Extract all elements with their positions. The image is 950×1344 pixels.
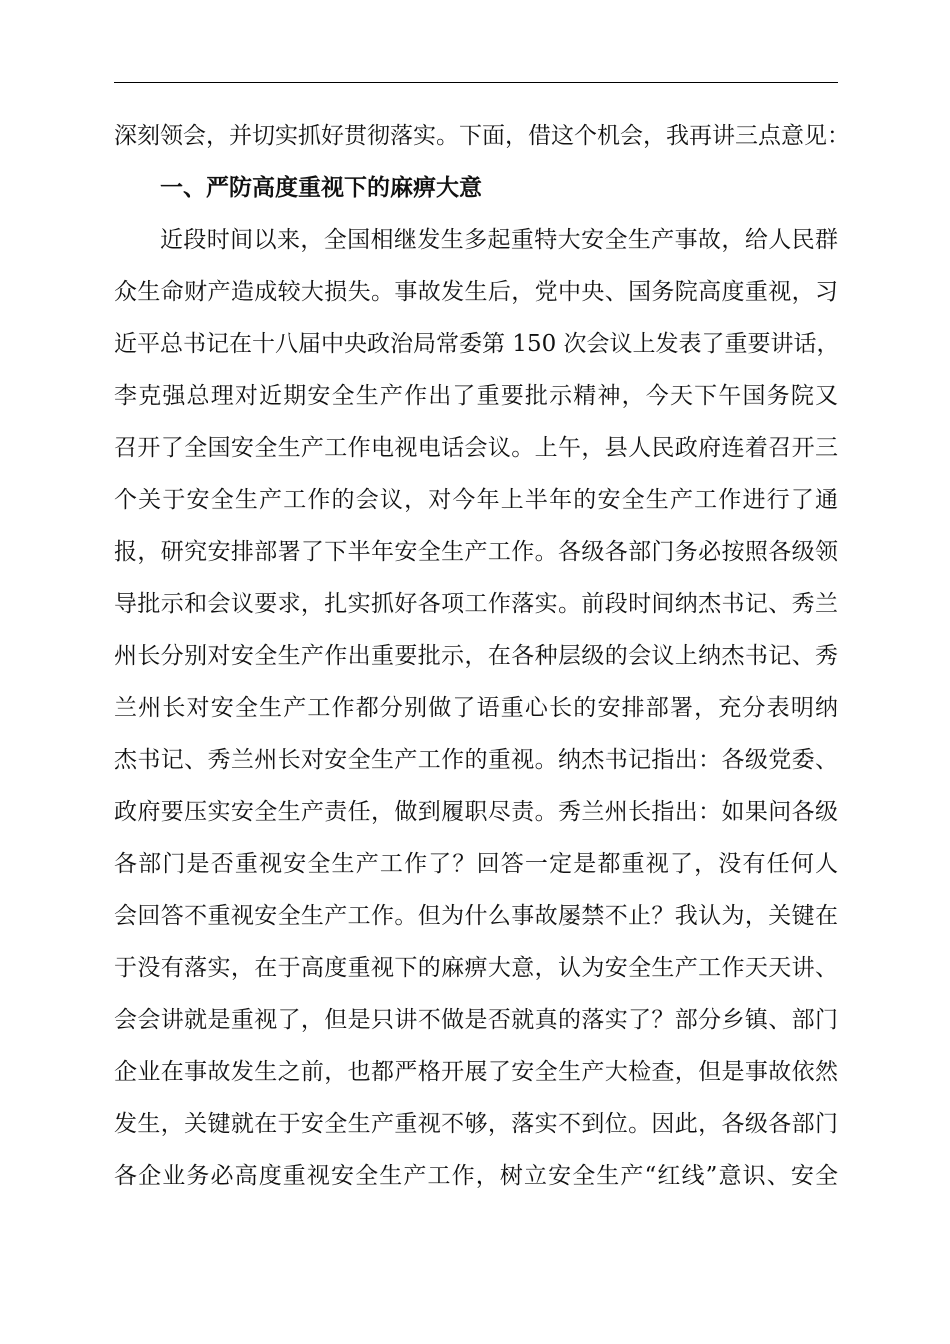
text-line: 于没有落实，在于高度重视下的麻痹大意，认为安全生产工作天天讲、 xyxy=(114,955,838,981)
document-body xyxy=(114,110,850,1202)
text-line: 各企业务必高度重视安全生产工作，树立安全生产“红线”意识、安全 xyxy=(114,1163,838,1189)
header-rule xyxy=(114,82,838,83)
text-line: 近段时间以来，全国相继发生多起重特大安全生产事故，给人民群 xyxy=(160,227,838,253)
text-line: 会会讲就是重视了，但是只讲不做是否就真的落实了？部分乡镇、部门 xyxy=(114,1007,838,1033)
text-line: 州长分别对安全生产作出重要批示，在各种层级的会议上纳杰书记、秀 xyxy=(114,643,838,669)
text-line: 政府要压实安全生产责任，做到履职尽责。秀兰州长指出：如果问各级 xyxy=(114,799,838,825)
text-line: 兰州长对安全生产工作都分别做了语重心长的安排部署，充分表明纳 xyxy=(114,695,838,721)
text-line: 报，研究安排部署了下半年安全生产工作。各级各部门务必按照各级领 xyxy=(114,539,838,565)
text-line: 会回答不重视安全生产工作。但为什么事故屡禁不止？我认为，关键在 xyxy=(114,903,838,929)
text-line: 各部门是否重视安全生产工作了？回答一定是都重视了，没有任何人 xyxy=(114,851,838,877)
text-line: 发生，关键就在于安全生产重视不够，落实不到位。因此，各级各部门 xyxy=(114,1111,838,1137)
text-line: 李克强总理对近期安全生产作出了重要批示精神，今天下午国务院又 xyxy=(114,383,838,409)
text-line: 近平总书记在十八届中央政治局常委第 150 次会议上发表了重要讲话， xyxy=(114,331,840,357)
text-line: 召开了全国安全生产工作电视电话会议。上午，县人民政府连着召开三 xyxy=(114,435,838,461)
text-line: 导批示和会议要求，扎实抓好各项工作落实。前段时间纳杰书记、秀兰 xyxy=(114,591,838,617)
text-line: 深刻领会，并切实抓好贯彻落实。下面，借这个机会，我再讲三点意见： xyxy=(114,123,850,149)
text-line: 个关于安全生产工作的会议，对今年上半年的安全生产工作进行了通 xyxy=(114,487,838,513)
section-heading: 一、严防高度重视下的麻痹大意 xyxy=(160,175,482,201)
text-line: 杰书记、秀兰州长对安全生产工作的重视。纳杰书记指出：各级党委、 xyxy=(114,747,838,773)
text-line: 众生命财产造成较大损失。事故发生后，党中央、国务院高度重视，习 xyxy=(114,279,838,305)
text-line: 企业在事故发生之前，也都严格开展了安全生产大检查，但是事故依然 xyxy=(114,1059,838,1085)
